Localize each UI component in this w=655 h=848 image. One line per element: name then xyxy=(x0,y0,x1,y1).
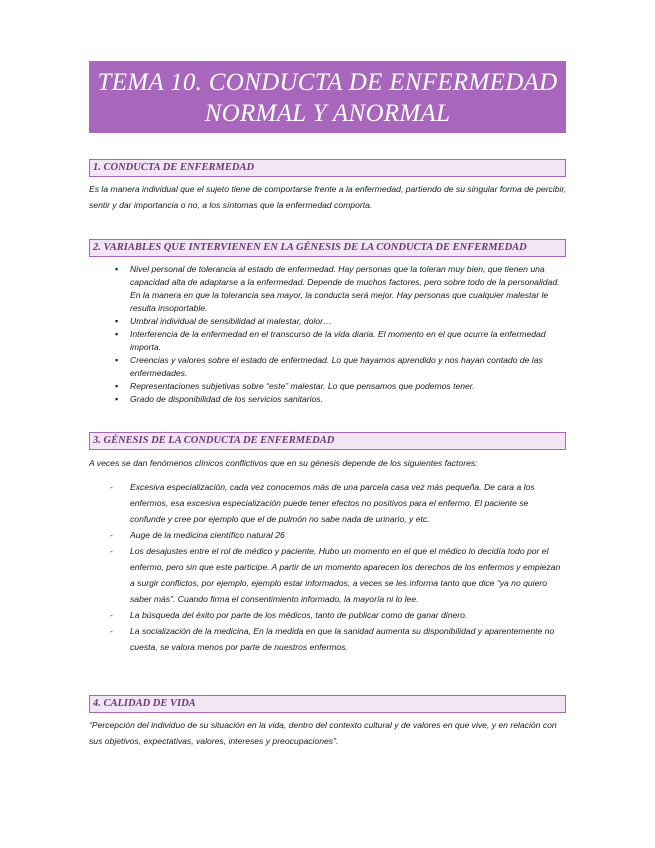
list-item xyxy=(115,263,567,315)
list-item-text: Los desajustes entre el rol de médico y paciente, Hubo un momento en el que el médico lo decidía todo por el enfermo, pero sin que este participe. A partir de un momento aparecen los derechos de los enfermos y empiezan a surgir conflictos, por ejemplo, ejemplo estar informados, a veces se les informa tanto que dice “ya no quiero saber más”. Cuando firma el consentimiento informado, la mayoría ni lo lee. xyxy=(130,546,561,604)
list-item-text: La búsqueda del éxito por parte de los médicos, tanto de publicar como de ganar dinero. xyxy=(130,610,468,620)
dash-icon: - xyxy=(110,546,113,556)
list-item-text: Nivel personal de tolerancia al estado de enfermedad. Hay personas que la toleran muy bien, que tienen una capacidad alta de adaptarse a la enfermedad. Depende de muchos factores, pero sobre todo de la personalidad. En la manera en que la tolerancia sea mayor, la conducta será mejor. Hay personas que cualquier malestar le resulta insoportable. xyxy=(130,264,560,313)
list-item xyxy=(115,354,567,380)
list-item-text: Interferencia de la enfermedad en el transcurso de la vida diaria. El momento en el que ocurre la enfermedad importa. xyxy=(130,329,546,352)
list-item-text: Umbral individual de sensibilidad al malestar, dolor… xyxy=(130,316,332,326)
section-3-heading: 3. GÉNESIS DE LA CONDUCTA DE ENFERMEDAD xyxy=(89,432,566,450)
section-2-heading: 2. VARIABLES QUE INTERVIENEN EN LA GÉNESIS DE LA CONDUCTA DE ENFERMEDAD xyxy=(89,239,566,257)
list-item xyxy=(115,393,567,406)
section-1-paragraph: Es la manera individual que el sujeto tiene de comportarse frente a la enfermedad, partiendo de su singular forma de percibir, sentir y dar importancia o no, a los síntomas que la enfermedad comporta. xyxy=(89,184,567,210)
document-title xyxy=(89,61,566,133)
list-item-text: Representaciones subjetivas sobre “este” malestar. Lo que pensamos que podemos tener. xyxy=(130,381,475,391)
section-3-intro: A veces se dan fenómenos clínicos conflictivos que en su génesis depende de los siguientes factores: xyxy=(89,458,478,468)
list-item xyxy=(110,607,566,623)
section-4-paragraph: “Percepción del individuo de su situación en la vida, dentro del contexto cultural y de valores en que vive, y en relación con sus objetivos, expectativas, valores, intereses y preocupaciones”. xyxy=(89,720,557,746)
list-item xyxy=(110,543,566,607)
section-3-dash-list xyxy=(110,479,566,655)
bullet-icon: ▪ xyxy=(115,394,119,404)
list-item-text: Auge de la medicina científico natural 26 xyxy=(130,530,285,540)
bullet-icon: ▪ xyxy=(115,316,119,326)
list-item-text: La socialización de la medicina, En la medida en que la sanidad aumenta su disponibilidad y aparentemente no cuesta, se valora menos por parte de nuestros enfermos. xyxy=(130,626,555,652)
list-item xyxy=(110,623,566,655)
title-line-2: NORMAL Y ANORMAL xyxy=(204,100,451,127)
list-item xyxy=(115,328,567,354)
dash-icon: - xyxy=(110,626,113,636)
list-item-text: Creencias y valores sobre el estado de enfermedad. Lo que hayamos aprendido y nos hayan contado de las enfermedades. xyxy=(130,355,543,378)
section-1-heading: 1. CONDUCTA DE ENFERMEDAD xyxy=(89,159,566,177)
list-item xyxy=(115,315,567,328)
list-item xyxy=(110,527,566,543)
section-2-bullet-list xyxy=(115,263,567,406)
bullet-icon: ▪ xyxy=(115,381,119,391)
bullet-icon: ▪ xyxy=(115,355,119,365)
dash-icon: - xyxy=(110,530,113,540)
dash-icon: - xyxy=(110,482,113,492)
list-item-text: Grado de disponibilidad de los servicios sanitarios. xyxy=(130,394,323,404)
bullet-icon: ▪ xyxy=(115,329,119,339)
title-line-1: TEMA 10. CONDUCTA DE ENFERMEDAD xyxy=(97,69,558,96)
list-item xyxy=(115,380,567,393)
dash-icon: - xyxy=(110,610,113,620)
list-item xyxy=(110,479,566,527)
section-4-heading: 4. CALIDAD DE VIDA xyxy=(89,695,566,713)
list-item-text: Excesiva especialización, cada vez conocemos más de una parcela casa vez más pequeña. De cara a los enfermos, esa excesiva especialización puede tener efectos no positivos para el enfermo. El paciente se confunde y cree por ejemplo que el de pulmón no sabe nada de urinario, y etc. xyxy=(130,482,535,524)
bullet-icon: ▪ xyxy=(115,264,119,274)
